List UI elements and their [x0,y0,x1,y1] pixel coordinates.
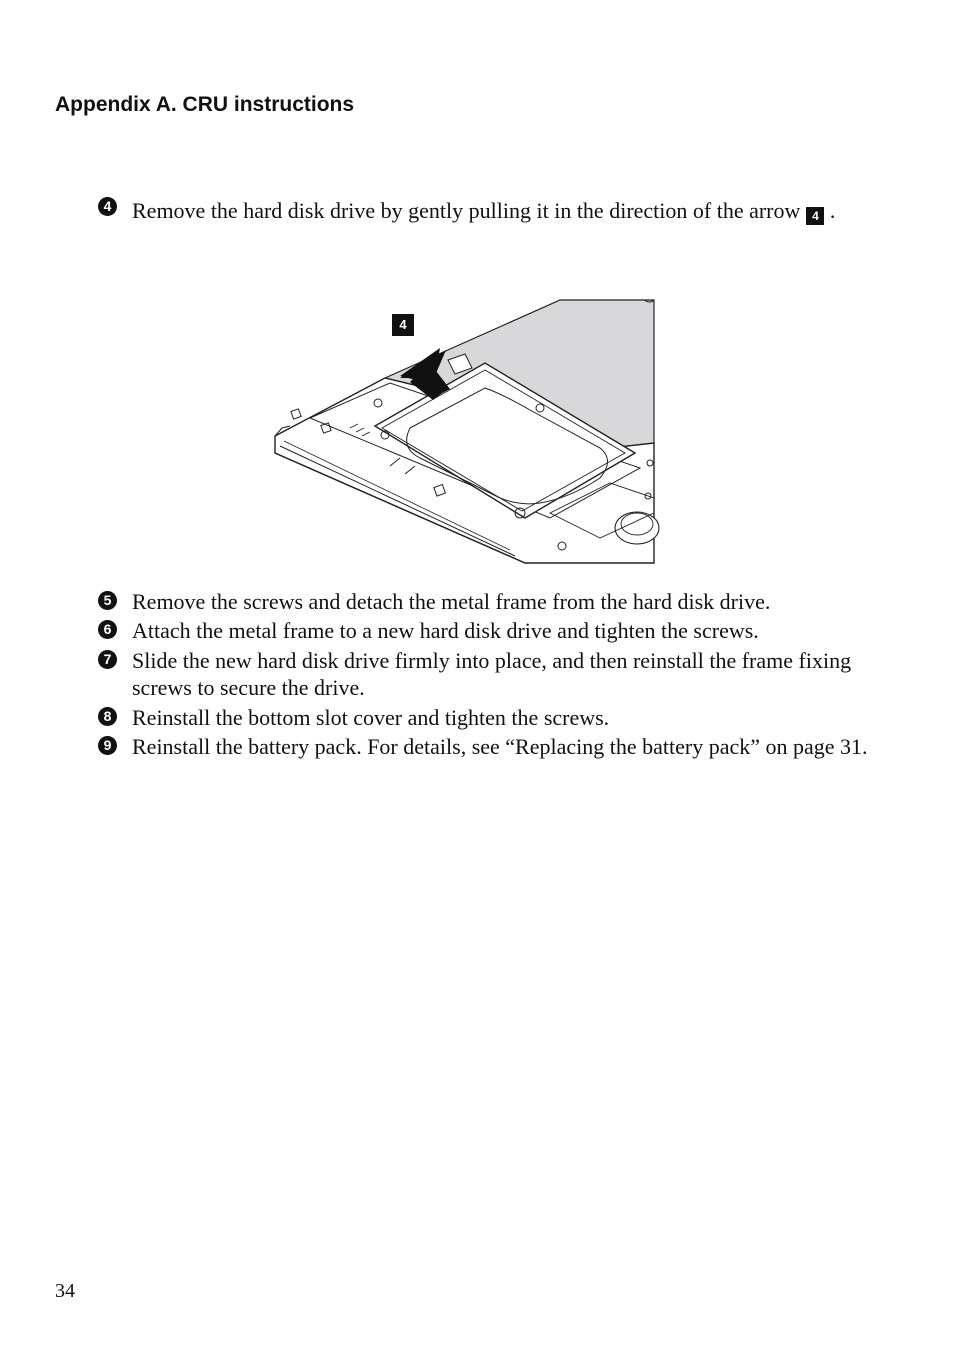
step-number: 7 [98,650,117,669]
step-text-body: Remove the hard disk drive by gently pulling it in the direction of the arrow [132,198,801,223]
step-6 [98,617,878,644]
step-text: Remove the screws and detach the metal frame from the hard disk drive. [132,589,771,614]
step-number: 4 [98,197,117,216]
page-header: Appendix A. CRU instructions [55,93,355,116]
step-text-suffix: . [829,198,836,223]
step-number: 8 [98,707,117,726]
step-text: Reinstall the battery pack. For details, see “Replacing the battery pack” on page 31. [132,734,868,759]
hdd-removal-illustration [270,298,660,566]
step-4 [98,194,878,227]
step-8 [98,704,878,731]
callout-badge: 4 [806,207,824,225]
step-number: 9 [98,736,117,755]
step-text [132,194,878,227]
step-text: Reinstall the bottom slot cover and tighten the screws. [132,705,610,730]
figure-callout-badge: 4 [392,314,414,336]
step-text: Attach the metal frame to a new hard disk drive and tighten the screws. [132,618,759,643]
step-9 [98,733,878,760]
step-number: 6 [98,620,117,639]
page-number: 34 [55,1280,75,1302]
step-7 [98,647,878,701]
step-number: 5 [98,591,117,610]
step-5 [98,588,878,615]
hdd-illustration-svg [270,298,660,566]
step-text: Slide the new hard disk drive firmly into place, and then reinstall the frame fixing screws to secure the drive. [132,648,852,700]
